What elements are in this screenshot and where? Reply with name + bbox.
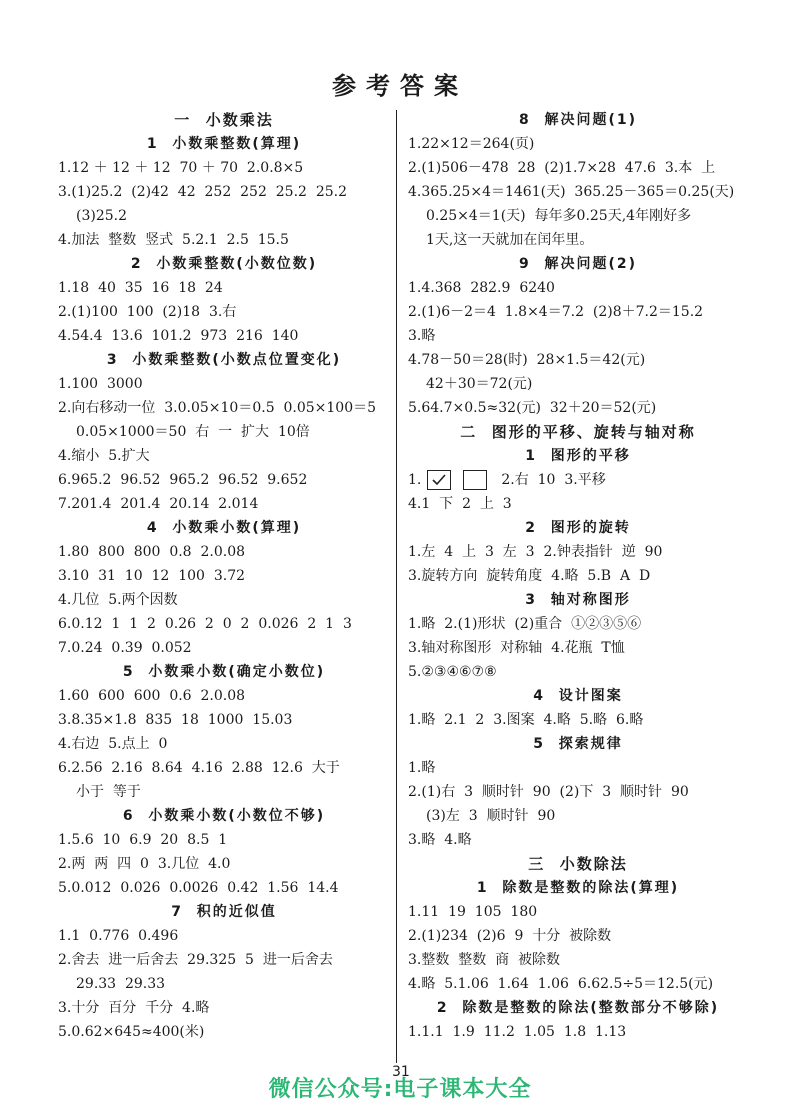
answer-line: 1.12 ＋ 12 ＋ 12 70 ＋ 70 2.0.8×5 bbox=[58, 160, 304, 176]
unit-heading: 9 解决问题(2) bbox=[518, 256, 638, 272]
unit-heading: 1 小数乘整数(算理) bbox=[146, 136, 302, 152]
unit-heading: 4 小数乘小数(算理) bbox=[146, 520, 302, 536]
unit-heading: 5 小数乘小数(确定小数位) bbox=[122, 664, 326, 680]
unit-heading: 8 解决问题(1) bbox=[518, 112, 638, 128]
unit-heading: 7 积的近似值 bbox=[171, 904, 277, 920]
page-title: 参考答案 bbox=[332, 72, 468, 100]
answer-line: 4.略 5.1.06 1.64 1.06 6.62.5÷5＝12.5(元) bbox=[408, 976, 714, 992]
answer-line: 4.365.25×4＝1461(天) 365.25－365＝0.25(天) bbox=[408, 184, 735, 200]
page-number: 31 bbox=[392, 1064, 410, 1080]
answer-line: 1天,这一天就加在闰年里。 bbox=[426, 232, 594, 248]
answer-line: 4.几位 5.两个因数 bbox=[58, 592, 178, 608]
answer-line: 42＋30＝72(元) bbox=[426, 376, 533, 392]
answer-line: 6.0.12 1 1 2 0.26 2 0 2 0.026 2 1 3 bbox=[58, 616, 352, 632]
answer-line: 4.右边 5.点上 0 bbox=[58, 736, 168, 752]
right-column bbox=[408, 108, 748, 1044]
answer-line: 2.舍去 进一后舍去 29.325 5 进一后舍去 bbox=[58, 952, 333, 968]
answer-line: 2.(1)506－478 28 (2)1.7×28 47.6 3.本 上 bbox=[408, 160, 716, 176]
answer-line: 1.略 bbox=[408, 760, 436, 776]
answer-line: 0.25×4＝1(天) 每年多0.25天,4年刚好多 bbox=[426, 208, 692, 224]
answer-line: 1.18 40 35 16 18 24 bbox=[58, 280, 223, 296]
answer-line: 1.略 2.1 2 3.图案 4.略 5.略 6.略 bbox=[408, 712, 644, 728]
answer-line: 3.轴对称图形 对称轴 4.花瓶 T恤 bbox=[408, 640, 625, 656]
unit-heading: 6 小数乘小数(小数位不够) bbox=[122, 808, 326, 824]
answer-line: 3.(1)25.2 (2)42 42 252 252 25.2 25.2 bbox=[58, 184, 348, 200]
answer-line-checkboxes bbox=[408, 468, 748, 492]
answer-line: 1.11 19 105 180 bbox=[408, 904, 538, 920]
answer-line: 1.60 600 600 0.6 2.0.08 bbox=[58, 688, 246, 704]
answer-line: 2.(1)234 (2)6 9 十分 被除数 bbox=[408, 928, 612, 944]
answer-line: 5.0.012 0.026 0.0026 0.42 1.56 14.4 bbox=[58, 880, 339, 896]
answer-line: 3.旋转方向 旋转角度 4.略 5.B A D bbox=[408, 568, 651, 584]
answer-line: 2.(1)6－2＝4 1.8×4＝7.2 (2)8＋7.2＝15.2 bbox=[408, 304, 704, 320]
check-icon bbox=[431, 473, 447, 487]
answer-line: 3.略 4.略 bbox=[408, 832, 472, 848]
answer-prefix: 1. bbox=[408, 472, 422, 488]
answer-line: 2.(1)100 100 (2)18 3.右 bbox=[58, 304, 237, 320]
answer-line: 6.965.2 96.52 965.2 96.52 9.652 bbox=[58, 472, 308, 488]
answer-line: 7.201.4 201.4 20.14 2.014 bbox=[58, 496, 259, 512]
unit-heading: 2 除数是整数的除法(整数部分不够除) bbox=[436, 1000, 720, 1016]
answer-line: 1.1 0.776 0.496 bbox=[58, 928, 179, 944]
watermark-footer: 微信公众号:电子课本大全 bbox=[268, 1077, 532, 1102]
answer-line: 5.②③④⑥⑦⑧ bbox=[408, 664, 497, 680]
answer-line: 1.1.1 1.9 11.2 1.05 1.8 1.13 bbox=[408, 1024, 627, 1040]
answer-line: 1.5.6 10 6.9 20 8.5 1 bbox=[58, 832, 228, 848]
answer-line: 2.(1)右 3 顺时针 90 (2)下 3 顺时针 90 bbox=[408, 784, 689, 800]
answer-line: 29.33 29.33 bbox=[76, 976, 166, 992]
answer-line: (3)25.2 bbox=[76, 208, 128, 224]
answer-line: 5.0.62×645≈400(米) bbox=[58, 1024, 205, 1040]
answer-line: 4.54.4 13.6 101.2 973 216 140 bbox=[58, 328, 299, 344]
left-column bbox=[58, 108, 390, 1044]
answer-line: 小于 等于 bbox=[76, 784, 141, 800]
unit-heading: 2 图形的旋转 bbox=[525, 520, 631, 536]
answer-line: 5.64.7×0.5≈32(元) 32＋20＝52(元) bbox=[408, 400, 657, 416]
answer-line: 3.10 31 10 12 100 3.72 bbox=[58, 568, 246, 584]
answer-line: 4.缩小 5.扩大 bbox=[58, 448, 150, 464]
answer-line: 3.8.35×1.8 835 18 1000 15.03 bbox=[58, 712, 293, 728]
chapter-heading: 三 小数除法 bbox=[528, 855, 628, 873]
column-divider bbox=[396, 110, 397, 1063]
answer-suffix: 2.右 10 3.平移 bbox=[501, 472, 606, 488]
unit-heading: 3 小数乘整数(小数点位置变化) bbox=[106, 352, 342, 368]
answer-line: 0.05×1000＝50 右 一 扩大 10倍 bbox=[76, 424, 310, 440]
answer-line: 6.2.56 2.16 8.64 4.16 2.88 12.6 大于 bbox=[58, 760, 340, 776]
answer-line: 1.略 2.(1)形状 (2)重合 ①②③⑤⑥ bbox=[408, 616, 642, 632]
answer-line: 3.整数 整数 商 被除数 bbox=[408, 952, 561, 968]
answer-line: 4.1 下 2 上 3 bbox=[408, 496, 512, 512]
answer-line: 4.加法 整数 竖式 5.2.1 2.5 15.5 bbox=[58, 232, 289, 248]
unit-heading: 2 小数乘整数(小数位数) bbox=[130, 256, 318, 272]
answer-line: 7.0.24 0.39 0.052 bbox=[58, 640, 192, 656]
answer-line: (3)左 3 顺时针 90 bbox=[426, 808, 556, 824]
unit-heading: 1 除数是整数的除法(算理) bbox=[476, 880, 680, 896]
checked-box bbox=[427, 470, 451, 490]
answer-line: 3.十分 百分 千分 4.略 bbox=[58, 1000, 210, 1016]
unit-heading: 4 设计图案 bbox=[533, 688, 623, 704]
answer-line: 1.左 4 上 3 左 3 2.钟表指针 逆 90 bbox=[408, 544, 663, 560]
answer-line: 4.78－50＝28(时) 28×1.5＝42(元) bbox=[408, 352, 646, 368]
empty-box bbox=[463, 470, 487, 490]
unit-heading: 1 图形的平移 bbox=[525, 448, 631, 464]
answer-line: 2.向右移动一位 3.0.05×10＝0.5 0.05×100＝5 bbox=[58, 400, 377, 416]
chapter-heading: 二 图形的平移、旋转与轴对称 bbox=[460, 423, 696, 441]
answer-line: 1.80 800 800 0.8 2.0.08 bbox=[58, 544, 246, 560]
answer-line: 1.22×12＝264(页) bbox=[408, 136, 535, 152]
answer-line: 2.两 两 四 0 3.几位 4.0 bbox=[58, 856, 231, 872]
unit-heading: 5 探索规律 bbox=[533, 736, 623, 752]
unit-heading: 3 轴对称图形 bbox=[525, 592, 631, 608]
answer-line: 3.略 bbox=[408, 328, 436, 344]
answer-line: 1.100 3000 bbox=[58, 376, 143, 392]
chapter-heading: 一 小数乘法 bbox=[174, 111, 274, 129]
answer-line: 1.4.368 282.9 6240 bbox=[408, 280, 555, 296]
